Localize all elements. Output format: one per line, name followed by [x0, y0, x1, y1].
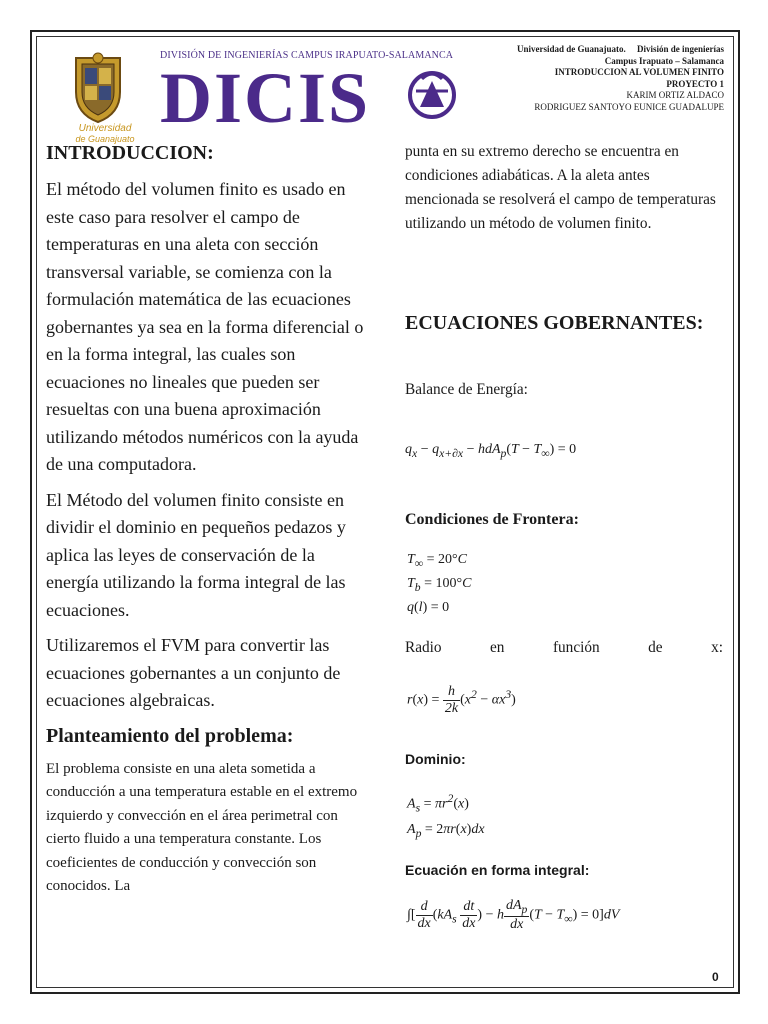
boundary-conditions — [407, 550, 471, 618]
radius-word-2: en — [490, 639, 505, 656]
radius-word-5: x: — [711, 639, 723, 656]
seal-line-2: de Guanajuato — [75, 134, 135, 144]
intro-paragraph-3: Utilizaremos el FVM para convertir las ecuaciones gobernantes a un conjunto de ecuaciones algebraicas. — [46, 635, 341, 710]
radius-word-3: función — [552, 639, 600, 656]
page-number: 0 — [712, 970, 719, 984]
energy-balance-equation: $q_x - q_{x+\partial x} - hdA_p(T - T_\infty) = 0$ — [405, 442, 577, 460]
boundary-condition-3: q(l) = 0 — [407, 599, 450, 615]
integral-heading: Ecuación en forma integral: — [405, 862, 590, 878]
dicis-logo-text: DICIS — [160, 64, 371, 126]
header-university: Universidad de Guanajuato. División de ingenierías — [516, 44, 724, 54]
header-campus: Campus Irapuato – Salamanca — [604, 55, 724, 66]
equations-heading: ECUACIONES GOBERNANTES: — [405, 312, 704, 334]
boundary-heading: Condiciones de Frontera: — [405, 511, 579, 528]
problem-heading: Planteamiento del problema: — [46, 724, 294, 747]
energy-balance-label: Balance de Energía: — [405, 381, 528, 398]
intro-paragraph-1: El método del volumen finito es usado en este caso para resolver el campo de temperaturas en una aleta con sección transversal variable, se comienza con la formulación matemática de las ecuaciones gobernantes ya sea en la forma diferencial o en la forma integral, las cuales son ecuaciones no lineales que pueden ser resueltas con una buena aproximación utilizando métodos numéricos con la ayuda de una computadora. — [46, 179, 364, 474]
radius-word-1: Radio — [405, 639, 442, 656]
header-author-2: RODRIGUEZ SANTOYO EUNICE GUADALUPE — [534, 101, 724, 112]
seal-line-1: Universidad — [78, 123, 132, 134]
radius-label — [405, 636, 723, 660]
intro-heading: INTRODUCCION: — [46, 142, 214, 164]
domain-equation-2: $A_p = 2\pi r(x)dx$ — [407, 822, 485, 841]
intro-paragraph-2: El Método del volumen finito consiste en dividir el dominio en pequeños pedazos y aplica las leyes de conservación de la energía utilizando la forma integral de las ecuaciones. — [46, 489, 346, 620]
header-course: INTRODUCCION AL VOLUMEN FINITO — [554, 67, 724, 77]
boundary-condition-1: $T_\infty = 20^\circ C$ — [407, 552, 467, 570]
dicis-logo — [160, 64, 465, 126]
radius-word-4: de — [648, 639, 663, 656]
division-title: DIVISIÓN DE INGENIERÍAS CAMPUS IRAPUATO-SALAMANCA — [160, 50, 454, 61]
domain-equations — [407, 788, 485, 845]
header-project: PROYECTO 1 — [666, 78, 724, 89]
left-column — [46, 140, 366, 899]
domain-equation-1: $A_s = \pi r^2(x)$ — [407, 792, 469, 815]
problem-paragraph: El problema consiste en una aleta sometida a conducción a una temperatura estable en el extremo izquierdo y convección en el área perimetral con cierto fluido a una temperatura constante. Los coeficientes de conducción y convección son conocidos. La — [46, 760, 358, 894]
integral-equation: ∫[ $\frac{d}{dx}$ ($kA_s$ $\frac{dt}{dx}$ ) − h $\frac{dA_p}{dx}$ $(T - T_\infty) = 0]dV$ — [407, 898, 620, 932]
radius-equation: r(x) = $\frac{h}{2k}$ $(x^2 - \alpha x^3)$ — [407, 684, 516, 716]
university-seal — [68, 52, 128, 124]
boundary-condition-2: $T_b = 100^\circ C$ — [407, 575, 472, 594]
header-info — [454, 44, 724, 113]
continued-paragraph: punta en su extremo derecho se encuentra en condiciones adiabáticas. A la aleta antes mencionada se resolverá el campo de temperaturas utilizando un método de volumen finito. — [405, 143, 716, 232]
header-author-1: KARIM ORTIZ ALDACO — [626, 90, 724, 100]
right-column — [405, 140, 723, 236]
domain-heading: Dominio: — [405, 751, 466, 767]
